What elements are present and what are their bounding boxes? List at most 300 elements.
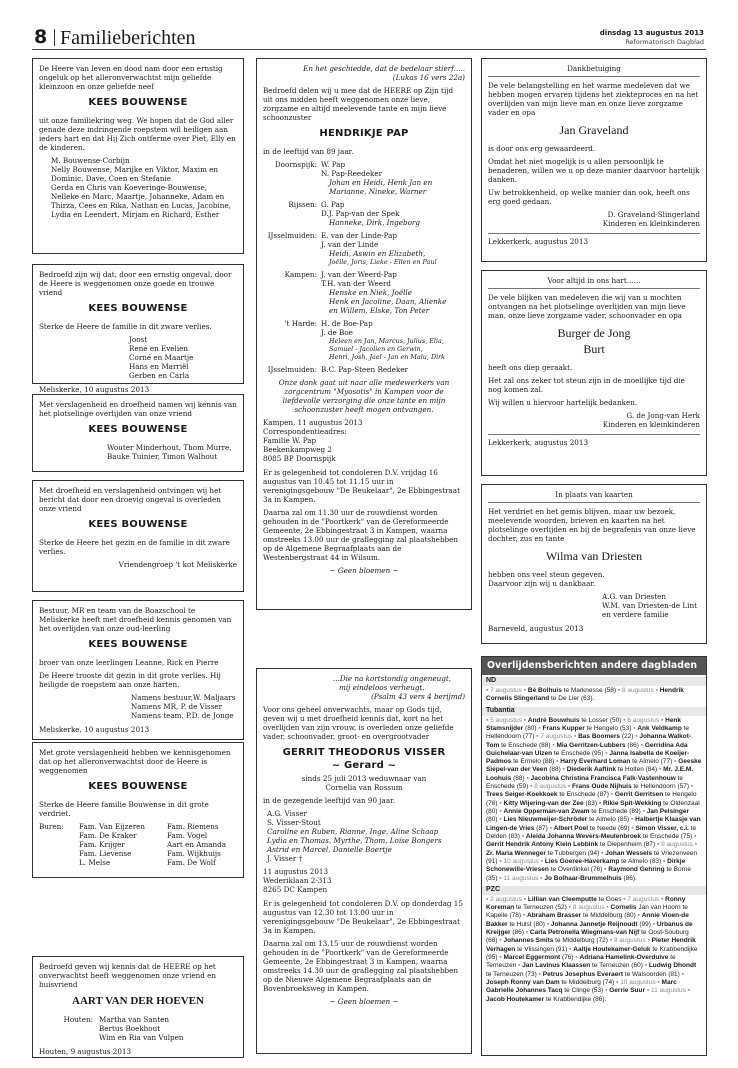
obituary-source-entries: [482, 716, 706, 884]
obituary-name: Urbanus de Kreijger: [486, 920, 693, 937]
bullet-icon: ▪: [540, 874, 545, 882]
signer: Martha van Santen: [99, 1014, 170, 1024]
signer: D. Graveland-Slingerland: [607, 210, 700, 219]
bullet-icon: ▪: [659, 766, 664, 774]
family-member: J. van der Weerd-Pap: [321, 269, 397, 279]
obituary-name: Harry Everhard Loman: [560, 758, 631, 766]
notice-intro: Bedroefd zijn wij dat, door een ernstig ongeval, door de Heere is weggenomen onze goede en trouwe vriend: [39, 270, 232, 297]
obituary-date: 10 augustus: [620, 978, 656, 986]
obituary-name: Johan Wessels: [605, 849, 653, 857]
bullet-icon: ▪: [568, 904, 573, 912]
signer: en verdere familie: [602, 610, 669, 619]
obituary-name: Janna Isabella de Koeijer-Padmos: [486, 749, 690, 766]
family-grandchildren: Astrid en Marcel, Danielle Boertje: [267, 845, 392, 854]
bullet-icon: ▪: [523, 895, 528, 903]
obituary-place-age: te Clinge (53): [564, 987, 604, 995]
signer: Bauke Tuinier, Timon Walhout: [107, 451, 218, 461]
obituary-name: Ludwig Dhondt: [648, 962, 697, 970]
obituary-place-age: te Tubbergen (94): [547, 849, 600, 857]
obituary-name: Adriana Hamelink-Overduive: [579, 953, 669, 961]
obituary-place-age: te Vriezenveen (91): [486, 849, 698, 865]
notice-thanks: Onze dank gaat uit naar alle medewerkers van zorgcentrum "Myosotis" in Kampen voor de liefdevolle verzorging die onze tante en mijn schoonzuster heeft mogen ontvangen.: [278, 377, 450, 414]
deceased-name: KEES BOUWENSE: [88, 424, 188, 435]
obituary-place-age: te Losser (50): [581, 716, 622, 724]
notice-footer: ~ Geen bloemen ~: [329, 997, 399, 1006]
deceased-name: KEES BOUWENSE: [88, 781, 188, 792]
obituary-name: Kitty Wijering-van der Zee: [503, 799, 584, 807]
neighbour: Aart en Amanda: [167, 839, 227, 849]
notice-header: Voor altijd in ons hart......: [488, 276, 700, 289]
funeral-condolence: Er is gelegenheid tot condoleren D.V. vrijdag 16 augustus van 10.45 tot 11.15 uur in verenigingsgebouw "De Beukelaar", 2e Ebbingestraat 3a in Kampen.: [263, 467, 460, 504]
obituary-place-age: te Enschede (95): [553, 749, 604, 757]
family-grandchildren: Samuel - Jacolien en Gerwin,: [329, 344, 423, 353]
bullet-icon: ▪: [499, 799, 504, 807]
obituary-place-age: (86): [512, 929, 524, 937]
obituary-place-age: te Enschede (59): [486, 774, 684, 791]
bullet-icon: ▪: [530, 783, 535, 791]
page-number: 8: [34, 26, 48, 48]
notice-intro: Met verslagenheid en droefheid namen wij kennis van het plotselinge overlijden van onze vriend: [39, 400, 237, 418]
family-member: B.C. Pap-Steen Redeker: [321, 364, 409, 374]
obituary-date: 5 augustus: [490, 716, 522, 724]
obituary-name: Frans Oude Nijhuis: [571, 783, 632, 791]
bullet-icon: ▪: [661, 895, 666, 903]
bullet-icon: ▪: [598, 799, 603, 807]
obituary-name: Ronny Koreman: [486, 895, 686, 912]
obituary-name: Carla Petronella Wiegmans-van Nijf: [529, 929, 640, 937]
signer: Corné en Maartje: [129, 352, 194, 362]
bullet-icon: ▪: [635, 733, 640, 741]
notice-text: hebben ons veel steun gegeven.: [488, 570, 605, 579]
obituary-place-age: te Borne (35): [486, 866, 692, 882]
bullet-icon: ▪: [486, 686, 491, 694]
obituary-name: Bé Bolhuis: [527, 686, 562, 694]
signer: Gerda en Chris van Koeveringe-Bouwense, Nelleke en Marc, Maartje, Johanneke, Adam en Thirza, Cees en Rika, Nathan en Lucas, Jacobine, Lydia en Leendert, Mirjam en Richard, Esther: [51, 182, 231, 219]
family-grandchildren: Heidi, Aswin en Elizabeth,: [329, 248, 426, 258]
deceased-age: in de gezegende leeftijd van 90 jaar.: [263, 796, 396, 805]
notice-footer: Lekkerkerk, augustus 2013: [488, 237, 589, 246]
bullet-icon: ▪: [616, 978, 621, 986]
obituary-name: Gerridina Ada Guichelaar-van Ulzen: [486, 741, 688, 757]
obituary-source-entries: [482, 895, 706, 1005]
obituary-name: Annie Vioen-de Bakker: [486, 912, 689, 928]
notice-text: Wij willen u hiervoor hartelijk bedanken.: [488, 398, 638, 407]
family-member: S. Visser-Stout: [267, 818, 321, 827]
bullet-icon: ▪: [526, 774, 531, 782]
deceased-name: HENDRIKJE PAP: [319, 128, 409, 139]
bullet-icon: ▪: [499, 874, 504, 882]
bullet-icon: ▪: [609, 937, 614, 945]
family-member: A.G. Visser: [267, 809, 307, 818]
buren-label: Buren:: [39, 821, 64, 831]
obituary-place-age: te Walsoorden (81): [624, 970, 680, 978]
signer: Wouter Minderhout, Thom Murre,: [107, 442, 232, 452]
notice-intro: De Heere van leven en dood nam door een ernstig ongeluk op het alleronverwachtst mijn geliefde kleinzoon en onze geliefde neef: [39, 64, 223, 91]
neighbour: Fam. Riemens: [167, 821, 219, 831]
obituary-place-age: te Hellendoorn (57): [633, 783, 690, 791]
notice-intro: Met grote verslagenheid hebben we kennisgenomen dat op het alleronverwachtst door de Heere is weggenomen: [39, 748, 231, 775]
obituary-place-age: te Terneuzen (52): [516, 904, 567, 912]
signer: Joost: [129, 334, 148, 344]
obituary-name: Aleida Johanna Wevers-Meulenbroek: [525, 832, 642, 840]
obituary-place-age: te Almelo (85): [589, 816, 630, 824]
notice-intro: De vele blijken van medeleven die wij van u mochten ontvangen na het plotselinge overlijden van mijn lieve man, onze lieve zorgzame vader, schoonvader en opa: [488, 293, 686, 320]
bullet-icon: ▪: [499, 857, 504, 865]
obituary-name: Rikie Spit-Wekking: [602, 799, 662, 807]
bullet-icon: ▪: [538, 724, 543, 732]
deceased-name: KEES BOUWENSE: [88, 97, 188, 108]
obituary-name: André Bouwhuis: [527, 716, 580, 724]
obituary-place-age: te Almelo (77): [632, 758, 673, 766]
notice-footer: ~ Geen bloemen ~: [329, 565, 399, 575]
bullet-icon: ▪: [647, 937, 652, 945]
obituary-name: Zr. Maria Wenneger: [486, 849, 546, 857]
obituary-place-age: te Goes: [598, 895, 622, 903]
bullet-icon: ▪: [610, 791, 615, 799]
obituary-place-age: te Overdinkel (76): [550, 866, 603, 874]
bullet-icon: ▪: [617, 686, 622, 694]
neighbour: Fam. Krijger: [79, 839, 125, 849]
obituary-name: Bas Boomers: [578, 733, 621, 741]
bullet-icon: ▪: [623, 895, 628, 903]
neighbour: Fam. Lievense: [79, 848, 132, 858]
bullet-icon: ▪: [486, 895, 491, 903]
notice-intro: De vele belangstelling en het warme medeleven dat we hebben mogen ervaren tijdens het ziekteproces en na het overlijden van mijn lieve man en onze lieve zorgzame vader en opa: [488, 81, 699, 117]
bullet-icon: ▪: [646, 987, 651, 995]
family-member: D.J. Pap-van der Spek: [321, 208, 400, 218]
family-place: Doornspijk:: [274, 159, 317, 169]
obituary-place-age: te Krabbendijke (86).: [545, 995, 607, 1003]
funeral-service: Daarna zal om 11.30 uur de rouwdienst worden gehouden in de "Poortkerk" van de Gereformeerde Gemeente, 2e Ebbingestraat 3 in Kampen, waarna omstreeks 13.00 uur de graflegging zal plaatshebben op de Algemene Begraafplaats aan de Westenbergstraat 44 in Wilsum.: [263, 507, 459, 562]
bullet-icon: ▪: [499, 816, 504, 824]
obituary-name: Abraham Brasser: [527, 912, 582, 920]
obituary-name: Mr. J.E.M. Loohuis: [486, 766, 694, 782]
obituary-date: 11 augustus: [503, 874, 539, 882]
deceased-nickname: Burt: [583, 342, 605, 356]
family-member: G. Pap: [321, 199, 345, 209]
bullet-icon: ▪: [522, 912, 527, 920]
obituary-place-age: te Enschede (75): [642, 832, 693, 840]
bullet-icon: ▪: [518, 962, 523, 970]
bullet-icon: ▪: [657, 978, 662, 986]
obituary-date: 9 augustus: [661, 841, 693, 849]
notice-text: broer van onze leerlingen Leanne, Rick en Pierre: [39, 657, 219, 667]
address-line: 8085 BP Doornspijk: [263, 453, 336, 463]
family-place: 't Harde:: [284, 318, 317, 328]
obituary-date: 6 augustus: [627, 716, 660, 724]
bullet-icon: ▪: [674, 758, 679, 766]
address-line: Kampen, 11 augustus 2013: [263, 417, 363, 427]
death-notice-aart-van-der-hoeven: [32, 956, 244, 1058]
signer: G. de Jong-van Herk: [626, 411, 700, 420]
family-grandchildren: Joëlle, Joris, Lieke - Ellen en Paul: [329, 257, 437, 266]
obituary-place-age: te Delden (83): [486, 824, 697, 840]
signer: W.M. van Driesten-de Lint: [602, 601, 697, 610]
notice-text: is door ons erg gewaardeerd.: [488, 144, 596, 153]
family-grandchildren: Johan en Heidi, Henk Jan en: [329, 177, 433, 187]
notice-intro: Het verdriet en het gemis blijven, maar uw bezoek, meelevende woorden, brieven en kaarten na het plotselinge overlijden en bij de begrafenis van onze lieve dochter, zus en tante: [488, 507, 696, 543]
wife-name: Cornelia van Rossum: [325, 783, 403, 792]
obituary-name: Dirkje Schonewille-Vriesen: [486, 857, 686, 874]
obituary-date: 9 augustus: [613, 937, 646, 945]
notice-intro: Bedroefd delen wij u mee dat de HEERE op Zijn tijd uit ons midden heeft weggenomen onze lieve, zorgzame en altijd meelevende tante en mijn lieve schoonzuster: [263, 86, 454, 122]
obituary-date: 8 augustus: [572, 904, 605, 912]
bullet-icon: ▪: [656, 841, 662, 849]
bullet-icon: ▪: [525, 929, 530, 937]
bullet-icon: ▪: [575, 953, 580, 961]
family-grandchildren: Marianne, Nineke, Warner: [329, 186, 427, 196]
neighbour: Fam. De Wolf: [167, 857, 216, 867]
bullet-icon: ▪: [637, 912, 642, 920]
address-line: 8265 DC Kampen: [263, 885, 328, 894]
obituary-name: Gerrit Gerritsen: [614, 791, 664, 799]
bullet-icon: ▪: [546, 920, 551, 928]
bullet-icon: ▪: [567, 783, 572, 791]
paper-name: Reformatorisch Dagblad: [625, 38, 704, 46]
bullet-icon: ▪: [644, 962, 649, 970]
obituary-place-age: (86): [627, 741, 639, 749]
obituary-place-age: Jan van Hoorn te Kapelle (78): [486, 904, 688, 920]
obituary-name: Petrus Josephus Everaert: [542, 970, 623, 978]
family-member: H. de Boe-Pap: [321, 318, 373, 328]
obituary-place-age: te Middelburg (80): [583, 912, 636, 920]
notice-footer: Meliskerke, 10 augustus 2013: [39, 724, 150, 734]
notice-text: Sterke de Heere het gezin en de familie in dit zware verlies.: [39, 537, 230, 556]
obituary-name: Simon Visser, c.i.: [635, 824, 689, 832]
obituary-name: Raymond Gehring: [608, 866, 665, 874]
bullet-icon: ▪: [652, 920, 657, 928]
bullet-icon: ▪: [655, 686, 660, 694]
obituary-place-age: te Middelburg (74): [561, 978, 615, 986]
notice-text: Uw betrokkenheid, op welke manier dan ook, heeft ons erg goed gedaan.: [488, 188, 690, 206]
notice-footer: Houten, 9 augustus 2013: [39, 1046, 132, 1056]
obituary-place-age: te De Lier (63).: [551, 695, 595, 703]
obituary-name: Lillian van Cleemputte: [527, 895, 597, 903]
bullet-icon: ▪: [552, 741, 557, 749]
notice-text: Het zal ons zeker tot steun zijn in de moeilijke tijd die nog komen zal.: [488, 376, 685, 394]
obituary-place-age: (22): [621, 733, 634, 741]
bullet-icon: ▪: [538, 970, 543, 978]
deceased-name: Jan Graveland: [559, 123, 629, 137]
obituary-name: Frans Kupper: [542, 724, 585, 732]
obituary-place-age: (80): [486, 816, 498, 824]
obituary-name: Aaltje Houtekamer-Geluk: [573, 945, 651, 953]
bible-quote: En het geschiedde, dat de bedelaar stierf.....: [303, 64, 465, 73]
deceased-name: KEES BOUWENSE: [88, 639, 188, 650]
bullet-icon: ▪: [640, 741, 645, 749]
family-grandchildren: Henk en Jacoline, Daan, Alienke: [329, 296, 447, 306]
obituary-name: Johannes Smits: [503, 937, 554, 945]
obituary-place-age: te Hellendoorn (77): [486, 724, 690, 741]
signer: Vriendengroep 't kot Meliskerke: [118, 559, 237, 569]
thanks-notice-burger-de-jong: [481, 270, 707, 476]
obituary-place-age: (88): [549, 766, 561, 774]
family-grandchildren: en Willem, Elske, Ton Peter: [329, 305, 430, 315]
bullet-icon: ▪: [569, 945, 574, 953]
obituary-date: 7 augustus: [627, 895, 660, 903]
bullet-icon: ▪: [642, 808, 647, 815]
bullet-icon: ▪: [661, 716, 666, 724]
obituary-place-age: te Diepenheim (87): [599, 841, 656, 849]
obituary-place-age: te Hulst (80): [509, 920, 545, 928]
death-notice-kees-bouwense-3: [32, 394, 244, 472]
neighbour: Fam. Vogel: [167, 830, 208, 840]
notice-footer: Meliskerke, 10 augustus 2013: [39, 384, 150, 394]
obituary-name: Marcel Eggermont: [503, 953, 561, 961]
obituaries-title: Overlijdensberichten andere dagbladen: [482, 657, 706, 675]
bullet-icon: ▪: [606, 904, 611, 912]
death-notice-kees-bouwense-4: [32, 480, 244, 592]
obituary-name: Annie Opperman-van Zwam: [503, 808, 590, 815]
bullet-icon: ▪: [633, 724, 638, 732]
obituary-place-age: te Marknesse (58): [563, 686, 617, 694]
bullet-icon: ▪: [605, 749, 610, 757]
obituary-name: Lies Nieuwmeijer-Schröder: [503, 816, 588, 824]
notice-text: Sterke de Heere familie Bouwense in dit grote verdriet.: [39, 799, 209, 818]
obituary-name: Ank Veldkamp: [637, 724, 682, 732]
obituary-place-age: te Holten (84): [617, 766, 658, 774]
family-member: N. Pap-Reedeker: [321, 168, 383, 178]
deceased-name: GERRIT THEODORUS VISSER: [282, 747, 446, 758]
bullet-icon: ▪: [694, 841, 698, 849]
obituary-date: 8 augustus: [621, 686, 654, 694]
obituary-date: 11 augustus: [650, 987, 686, 995]
obituary-place-age: (83): [585, 799, 597, 807]
bullet-icon: ▪: [605, 987, 610, 995]
signer: A.G. van Driesten: [602, 592, 666, 601]
obituary-place-age: te Krabbendijke (95): [486, 945, 698, 961]
bullet-icon: ▪: [604, 866, 609, 874]
obituary-name: Lies Goeree-Haverkamp: [544, 857, 620, 865]
death-notice-kees-bouwense-5: [32, 600, 244, 740]
obituary-name: Marc Gabrielle Johannes Tacq: [486, 978, 677, 995]
obituary-date: 8 augustus: [534, 783, 567, 791]
deceased-name: KEES BOUWENSE: [88, 519, 188, 530]
obituary-name: Trees Seiger-Koekkoek: [486, 791, 558, 799]
funeral-service: Daarna zal om 13.15 uur de rouwdienst worden gehouden in de "Poortkerk" van de Gereformeerde Gemeente, 2e Ebbingestraat 3 in Kampen, waarna omstreeks 14.30 uur de graflegging zal plaatshebben op de Nieuwe Algemene Begraafplaats aan de Bovenbroeksweg in Kampen.: [263, 939, 459, 993]
family-place: Kampen:: [284, 269, 317, 279]
death-notice-kees-bouwense-6: [32, 742, 244, 878]
signer: René en Evelien: [129, 343, 189, 353]
thanks-notice-wilma-van-driesten: [481, 484, 707, 644]
notice-footer: Lekkerkerk, augustus 2013: [488, 438, 589, 447]
obituary-name: Geeske Siepel-van der Veen: [486, 758, 702, 774]
signer: Kinderen en kleinkinderen: [602, 420, 700, 429]
bullet-icon: ▪: [523, 716, 528, 724]
notice-intro: Bestuur, MR en team van de Boazschool te Meliskerke heeft met droefheid kennis genomen van het overlijden van onze oud-leerling: [39, 606, 232, 633]
section-title: Familieberichten: [60, 27, 196, 49]
psalm-quote-ref: (Psalm 43 vers 4 berijmd): [371, 692, 465, 701]
neighbour: Fam. Wijkhuijs: [167, 848, 221, 858]
bullet-icon: ▪: [499, 808, 504, 815]
obituary-place-age: te Oost-Souburg (66): [486, 929, 689, 945]
notice-intro: Met droefheid en verslagenheid ontvingen wij het bericht dat door een droevig ongeval is overleden onze vriend: [39, 486, 222, 513]
obituary-source-entries: [482, 686, 706, 705]
neighbour: Fam. Van Eijzeren: [79, 821, 146, 831]
bullet-icon: ▪: [631, 824, 636, 832]
obituary-place-age: te Ermelo (88): [513, 758, 555, 766]
notice-intro: Voor ons geheel onverwachts, maar op Gods tijd, geven wij u met droefheid kennis dat, kort na het overlijden van zijn vrouw, is overleden onze geliefde vader, schoonvader, groot- en overgrootvader: [263, 705, 454, 741]
obituary-place-age: te Neede (69): [589, 824, 630, 832]
signer: Wim en Ria van Vulpen: [99, 1032, 184, 1042]
death-notice-hendrikje-pap: [256, 58, 472, 610]
obituary-place-age: (87): [536, 824, 548, 832]
family-place: IJsselmuiden:: [267, 230, 317, 240]
death-notice-gerrit-visser: [256, 668, 472, 1054]
address-line: 11 augustus 2013: [263, 867, 329, 876]
obituary-date: 2 augustus: [490, 895, 522, 903]
bible-quote-ref: (Lukas 16 vers 22a): [392, 73, 465, 82]
obituary-place-age: te Enschede (88): [501, 741, 551, 749]
obituary-name: Jo Bolhaar-Brummelhuis: [544, 874, 622, 882]
obituary-place-age: (88): [513, 774, 525, 782]
obituary-place-age: te Vlissingen (91): [517, 945, 568, 953]
family-grandchildren: Heleen en Jan, Marcus, Julius, Elia,: [329, 336, 444, 345]
signer: Namens team, P.D. de Jonge: [131, 710, 234, 720]
deceased-name: Burger de Jong: [557, 326, 631, 340]
notice-footer: Barneveld, augustus 2013: [488, 624, 584, 633]
funeral-condolence: Er is gelegenheid tot condoleren D.V. op donderdag 15 augustus van 12.30 tot 13.00 uur in verenigingsgebouw "De Beukelaar", 2e Ebbingestraat 3a in Kampen.: [263, 899, 463, 935]
signer: Kinderen en kleinkinderen: [602, 219, 700, 228]
signer: Bertus Boekhout: [99, 1023, 161, 1033]
obituary-place-age: te Enschede (89): [591, 808, 641, 815]
obituary-place-age: te Almelo (83): [621, 857, 662, 865]
obituary-place-age: te Terneuzen (73): [486, 970, 537, 978]
deceased-nickname: ~ Gerard ~: [331, 759, 397, 771]
notice-text: Daarvoor zijn wij u dankbaar.: [488, 579, 596, 588]
notice-text-2: De Heere trooste dit gezin in dit grote verlies. Hij heiligde de roepstem aan onze harten.: [39, 670, 221, 689]
bullet-icon: ▪: [540, 857, 545, 865]
bullet-icon: ▪: [499, 937, 504, 945]
death-notice-kees-bouwense-2: [32, 264, 244, 394]
obituary-date: 7 augustus: [540, 733, 573, 741]
notice-text: heeft ons diep geraakt.: [488, 363, 573, 372]
obituary-name: Cornelis: [610, 904, 637, 912]
bullet-icon: ▪: [623, 716, 628, 724]
signer: Gerben en Carla: [129, 370, 190, 380]
bullet-icon: ▪: [663, 857, 668, 865]
obituary-place-age: te Hengelo (53): [586, 724, 632, 732]
obituaries-list: [482, 677, 706, 1005]
obituary-name: Pieter Hendrik Verhagen: [486, 937, 696, 953]
bullet-icon: ▪: [536, 733, 541, 741]
family-grandchildren: Caroline en Ruben, Rianne, Inge, Aline Schaap: [267, 827, 439, 836]
obituary-place-age: te Oldenzaal (80): [486, 799, 700, 815]
obituary-place-age: (76): [562, 953, 574, 961]
obituary-name: Henk Stamsnijder: [486, 716, 682, 732]
obituary-name: Joseph Ronny van Dam: [486, 978, 560, 986]
deceased-name: Wilma van Driesten: [545, 549, 643, 563]
notice-header: Dankbetuiging: [488, 64, 700, 77]
bullet-icon: ▪: [690, 783, 694, 791]
bullet-icon: ▪: [631, 816, 636, 824]
obituary-place-age: te Terneuzen (60): [592, 962, 643, 970]
obituary-place-age: te Terneuzen: [486, 953, 676, 970]
widower-text: sinds 25 juli 2013 weduwnaar van: [301, 774, 427, 783]
obituary-date: 7 augustus: [490, 686, 522, 694]
deceased-name: AART VAN DER HOEVEN: [72, 995, 204, 1007]
masthead: [32, 28, 706, 50]
bullet-icon: ▪: [681, 970, 684, 978]
neighbour: L. Melse: [79, 857, 111, 867]
family-member: E. van der Linde-Pap: [321, 230, 398, 240]
obituary-name: Halbertje Klaasje van Lingen-de Vries: [486, 816, 701, 832]
bullet-icon: ▪: [486, 716, 491, 724]
family-member: W. Pap: [321, 159, 346, 169]
obituary-name: Jacob Houtekamer: [486, 995, 545, 1003]
bullet-icon: ▪: [687, 987, 691, 995]
address-line: Familie W. Pap: [263, 435, 317, 445]
